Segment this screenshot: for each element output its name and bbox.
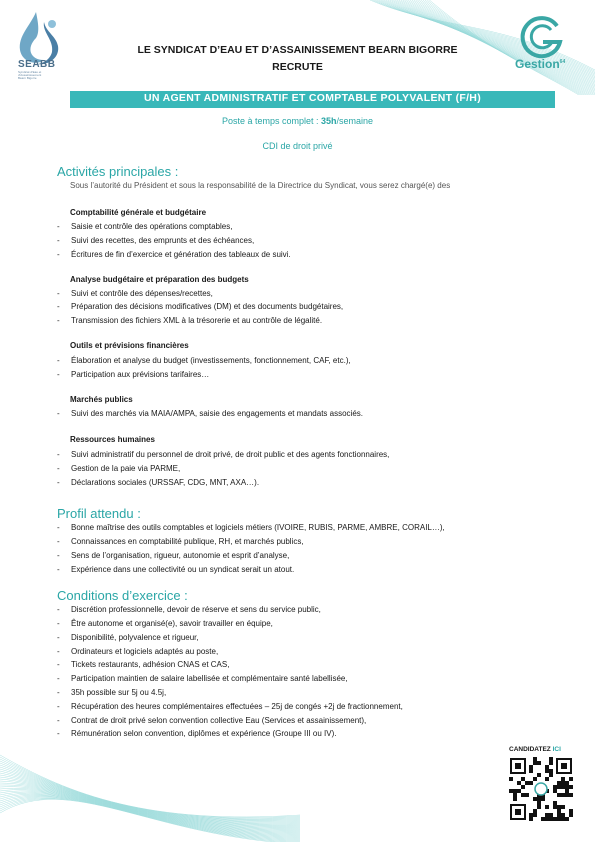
list-item: - Contrat de droit privé selon convention collective Eau (Services et assainissement),: [57, 716, 367, 725]
list-item: - Suivi administratif du personnel de droit privé, de droit public et des agents fonctionnaires,: [57, 450, 390, 459]
job-time: [0, 116, 595, 126]
apply-label-ici: ICI: [552, 746, 561, 753]
list-item: - Préparation des décisions modificatives (DM) et des documents budgétaires,: [57, 302, 344, 311]
gestion-logo-text: [515, 57, 565, 71]
list-item: - Sens de l’organisation, rigueur, autonomie et esprit d’analyse,: [57, 551, 290, 560]
list-item-text: Rémunération selon convention, diplômes et expérience (Groupe III ou IV).: [71, 729, 337, 738]
organization-title: LE SYNDICAT D’EAU ET D’ASSAINISSEMENT BEARN BIGORRE: [137, 44, 458, 56]
list-item: - Participation aux prévisions tarifaires…: [57, 370, 210, 379]
list-item: - 35h possible sur 5j ou 4.5j,: [57, 688, 167, 697]
list-item: - Bonne maîtrise des outils comptables et logiciels métiers (IVOIRE, RUBIS, PARME, AMBRE, CORAIL…),: [57, 523, 445, 532]
list-item-text: Suivi et contrôle des dépenses/recettes,: [71, 289, 213, 298]
list-item-text: Préparation des décisions modificatives (DM) et des documents budgétaires,: [71, 302, 344, 311]
list-item-text: Participation aux prévisions tarifaires…: [71, 370, 210, 379]
seabb-logo-subtext: Syndicat d'Eau et d'Assainissement Béarn Bigorre: [18, 70, 42, 80]
list-item-text: Tickets restaurants, adhésion CNAS et CAS,: [71, 660, 230, 669]
list-item: - Participation maintien de salaire labellisée et complémentaire santé labellisée,: [57, 674, 348, 683]
list-item-text: Écritures de fin d’exercice et génération des tableaux de suivi.: [71, 250, 291, 259]
list-item-text: Connaissances en comptabilité publique, RH, et marchés publics,: [71, 537, 304, 546]
list-item: - Écritures de fin d’exercice et génération des tableaux de suivi.: [57, 250, 291, 259]
list-item: - Disponibilité, polyvalence et rigueur,: [57, 633, 199, 642]
group-title: Marchés publics: [70, 395, 133, 404]
list-item-text: Sens de l’organisation, rigueur, autonomie et esprit d’analyse,: [71, 551, 290, 560]
list-item-text: Suivi des marchés via MAIA/AMPA, saisie des engagements et mandats associés.: [71, 409, 363, 418]
list-item: - Discrétion professionnelle, devoir de réserve et sens du service public,: [57, 605, 321, 614]
list-item: - Suivi des recettes, des emprunts et des échéances,: [57, 236, 255, 245]
list-item-text: Récupération des heures complémentaires effectuées – 25j de congés +2j de fractionnement,: [71, 702, 403, 711]
seabb-logo-text: SEABB: [18, 59, 56, 70]
list-item: - Transmission des fichiers XML à la trésorerie et au contrôle de légalité.: [57, 316, 323, 325]
list-item-text: Discrétion professionnelle, devoir de réserve et sens du service public,: [71, 605, 321, 614]
activities-intro: Sous l’autorité du Président et sous la responsabilité de la Directrice du Syndicat, vous serez chargé(e) des: [70, 181, 451, 190]
job-contract: CDI de droit privé: [262, 141, 333, 151]
list-item: - Rémunération selon convention, diplômes et expérience (Groupe III ou IV).: [57, 729, 337, 738]
recrute-title: RECRUTE: [272, 61, 323, 73]
profile-heading: Profil attendu :: [57, 506, 141, 521]
apply-label-text: CANDIDATEZ: [509, 746, 553, 753]
list-item: - Expérience dans une collectivité ou un syndicat serait un atout.: [57, 565, 295, 574]
list-item-text: Contrat de droit privé selon convention collective Eau (Services et assainissement),: [71, 716, 367, 725]
job-time-hours: 35h: [321, 116, 337, 126]
list-item-text: Participation maintien de salaire labellisée et complémentaire santé labellisée,: [71, 674, 348, 683]
list-item: - Ordinateurs et logiciels adaptés au poste,: [57, 647, 219, 656]
list-item-text: Être autonome et organisé(e), savoir travailler en équipe,: [71, 619, 273, 628]
job-time-suffix: /semaine: [336, 116, 374, 126]
job-title: UN AGENT ADMINISTRATIF ET COMPTABLE POLYVALENT (F/H): [143, 92, 481, 104]
list-item: - Récupération des heures complémentaires effectuées – 25j de congés +2j de fractionnement,: [57, 702, 403, 711]
wave-decoration-bottom-left: [0, 735, 300, 842]
gestion-logo-number: 64: [559, 59, 566, 65]
list-item: - Saisie et contrôle des opérations comptables,: [57, 222, 233, 231]
group-title: Comptabilité générale et budgétaire: [70, 208, 207, 217]
list-item: - Gestion de la paie via PARME,: [57, 464, 181, 473]
list-item-text: Ordinateurs et logiciels adaptés au poste,: [71, 647, 219, 656]
list-item-text: Gestion de la paie via PARME,: [71, 464, 181, 473]
gestion-logo-word: Gestion: [515, 57, 560, 71]
list-item: - Déclarations sociales (URSSAF, CDG, MNT, AXA…).: [57, 478, 260, 487]
qr-center-logo-icon: [535, 783, 547, 795]
list-item-text: Élaboration et analyse du budget (investissements, fonctionnement, CAF, etc.),: [71, 356, 351, 365]
list-item: - Suivi des marchés via MAIA/AMPA, saisie des engagements et mandats associés.: [57, 409, 363, 418]
activities-heading: Activités principales :: [57, 164, 179, 179]
group-title: Outils et prévisions financières: [70, 341, 189, 350]
list-item: - Tickets restaurants, adhésion CNAS et CAS,: [57, 660, 230, 669]
list-item-text: 35h possible sur 5j ou 4.5j,: [71, 688, 167, 697]
list-item: - Élaboration et analyse du budget (investissements, fonctionnement, CAF, etc.),: [57, 356, 351, 365]
list-item-text: Transmission des fichiers XML à la trésorerie et au contrôle de légalité.: [71, 316, 323, 325]
group-title: Ressources humaines: [70, 435, 155, 444]
apply-label: [509, 746, 561, 753]
list-item-text: Disponibilité, polyvalence et rigueur,: [71, 633, 199, 642]
job-time-prefix: Poste à temps complet :: [221, 116, 321, 126]
list-item-text: Saisie et contrôle des opérations comptables,: [71, 222, 233, 231]
gestion-logo-icon: [517, 12, 567, 62]
list-item-text: Expérience dans une collectivité ou un syndicat serait un atout.: [71, 565, 295, 574]
list-item-text: Bonne maîtrise des outils comptables et logiciels métiers (IVOIRE, RUBIS, PARME, AMBRE, CORAIL…),: [71, 523, 445, 532]
list-item: - Être autonome et organisé(e), savoir travailler en équipe,: [57, 619, 273, 628]
list-item: - Connaissances en comptabilité publique, RH, et marchés publics,: [57, 537, 304, 546]
list-item-text: Suivi administratif du personnel de droit privé, de droit public et des agents fonctionnaires,: [71, 450, 390, 459]
list-item: - Suivi et contrôle des dépenses/recettes,: [57, 289, 213, 298]
list-item-text: Suivi des recettes, des emprunts et des échéances,: [71, 236, 255, 245]
list-item-text: Déclarations sociales (URSSAF, CDG, MNT, AXA…).: [71, 478, 260, 487]
group-title: Analyse budgétaire et préparation des budgets: [70, 275, 249, 284]
conditions-heading: Conditions d’exercice :: [57, 588, 188, 603]
apply-qr-code[interactable]: [509, 757, 573, 821]
